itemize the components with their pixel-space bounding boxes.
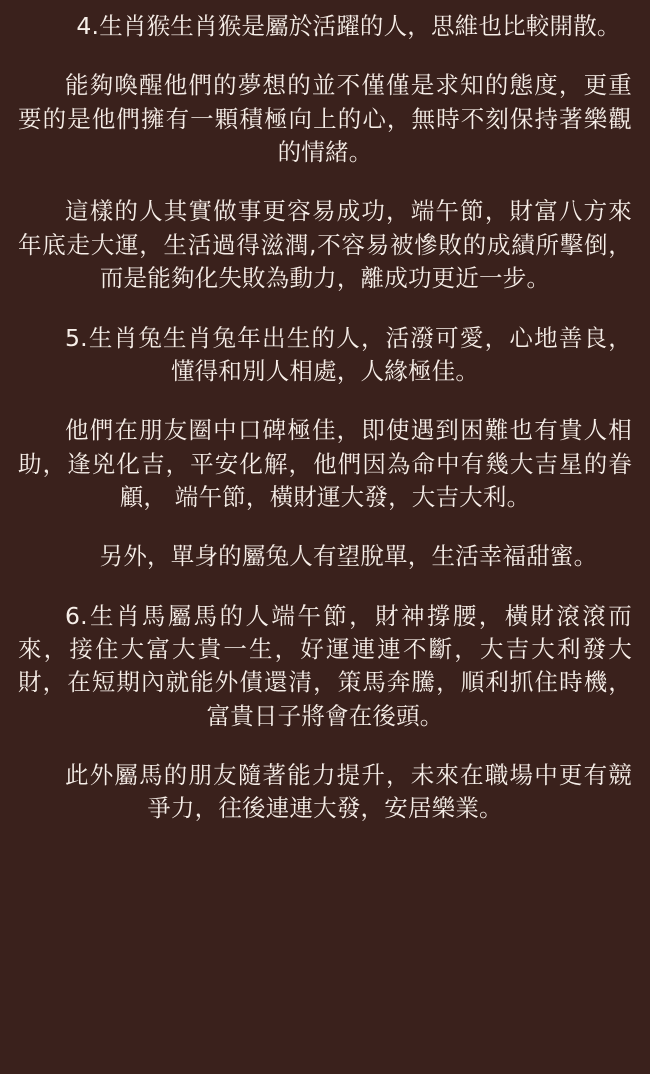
paragraph: 此外屬馬的朋友隨著能力提升，未來在職場中更有競爭力，往後連連大發，安居樂業。 [65,761,632,823]
paragraph: 他們在朋友圈中口碑極佳，即使遇到困難也有貴人相助，逢兇化吉，平安化解，他們因為命中有幾大吉星的眷顧， 端午節，橫財運大發，大吉大利。 [18,416,632,511]
paragraph: 6.生肖馬屬馬的人端午節，財神撐腰，橫財滾滾而來，接住大富大貴一生，好運連連不斷，大吉大利發大財，在短期內就能外債還清，策馬奔騰，順利抓住時機，富貴日子將會在後頭。 [18,601,632,730]
paragraph: 5.生肖兔生肖兔年出生的人，活潑可愛，心地善良，懂得和別人相處，人緣極佳。 [65,323,632,385]
paragraph: 能夠喚醒他們的夢想的並不僅僅是求知的態度，更重要的是他們擁有一顆積極向上的心，無時不刻保持著樂觀的情緒。 [18,71,632,167]
paragraph: 這樣的人其實做事更容易成功，端午節，財富八方來年底走大運，生活過得滋潤,不容易被慘敗的成績所擊倒，而是能夠化失敗為動力，離成功更近一步。 [18,197,632,293]
paragraph: 4.生肖猴生肖猴是屬於活躍的人，思維也比較開散。 [76,12,621,40]
paragraph: 另外，單身的屬兔人有望脫單，生活幸福甜蜜。 [99,542,598,571]
